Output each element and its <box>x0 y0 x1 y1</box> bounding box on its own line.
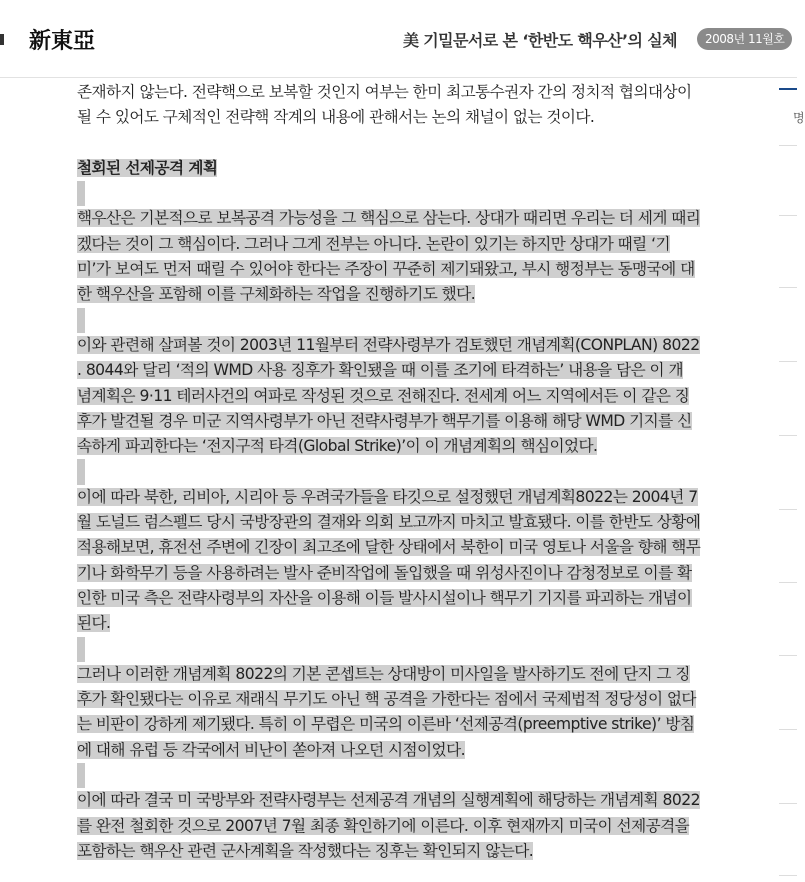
body-line: 될 수 있어도 구체적인 전략핵 작계의 내용에 관해서는 논의 채널이 없는 것이다. <box>77 108 595 127</box>
paragraph-gap <box>77 181 85 206</box>
logo-mark <box>0 34 4 45</box>
rail-divider <box>779 875 797 876</box>
body-line: 존재하지 않는다. 전략핵으로 보복할 것인지 여부는 한미 최고통수권자 간의 정치적 협의대상이 <box>77 83 692 101</box>
body-line: 이에 따라 북한, 리비아, 시리아 등 우려국가들을 타깃으로 설정했던 개념계획8022는 2004년 7 <box>77 487 698 506</box>
section-heading: 철회된 선제공격 계획 <box>77 158 218 177</box>
paragraph-gap <box>77 131 85 156</box>
rail-divider <box>779 729 797 730</box>
body-line: 미’가 보여도 먼저 때릴 수 있어야 한다는 주장이 꾸준히 제기돼왔고, 부시 행정부는 동맹국에 대 <box>77 260 695 279</box>
rail-divider <box>779 655 797 656</box>
body-line: 기나 화학무기 등을 사용하려는 발사 준비작업에 돌입했을 때 위성사진이나 감청정보로 이를 확 <box>77 563 692 582</box>
rail-divider <box>779 215 797 216</box>
rail-divider <box>779 509 797 510</box>
rail-label[interactable]: 명 <box>793 111 805 125</box>
body-line: 는 비판이 강하게 제기됐다. 특히 이 무렵은 미국의 이른바 ‘선제공격(preemptive strike)’ 방침 <box>77 715 695 734</box>
paragraph-gap <box>77 763 85 788</box>
body-line: 월 도널드 럼스펠드 당시 국방장관의 결재와 의회 보고까지 마치고 발효됐다. 이를 한반도 상황에 <box>77 513 701 532</box>
issue-badge[interactable]: 2008년 11월호 <box>697 28 792 50</box>
body-line: 그러나 이러한 개념계획 8022의 기본 콘셉트는 상대방이 미사일을 발사하기도 전에 단지 그 징 <box>77 664 690 683</box>
rail-accent-bar <box>779 88 797 90</box>
article-title: 美 기밀문서로 본 ‘한반도 핵우산’의 실체 <box>402 31 677 50</box>
site-header <box>0 0 797 78</box>
rail-divider <box>779 803 797 804</box>
body-line: 된다. <box>77 614 111 633</box>
rail-divider <box>779 287 797 288</box>
rail-divider <box>779 361 797 362</box>
body-line: 인한 미국 측은 전략사령부의 자산을 이용해 이들 발사시설이나 핵무기 기지를 파괴하는 개념이 <box>77 588 692 607</box>
paragraph-gap <box>77 308 85 333</box>
body-line: 를 완전 철회한 것으로 2007년 7월 최종 확인하기에 이른다. 이후 현재까지 미국이 선제공격을 <box>77 816 690 835</box>
rail-divider <box>779 582 797 583</box>
article-body <box>77 80 737 864</box>
paragraph-gap <box>77 459 85 484</box>
body-line: 속하게 파괴한다는 ‘전지구적 타격(Global Strike)’이 이 개념계획의 핵심이었다. <box>77 437 598 456</box>
side-rail <box>779 77 805 882</box>
body-line: 후가 확인됐다는 이유로 재래식 무기도 아닌 핵 공격을 가한다는 점에서 국제법적 정당성이 없다 <box>77 690 696 709</box>
paragraph-gap <box>77 637 85 662</box>
body-line: 념계획은 9·11 테러사건의 여파로 작성된 것으로 전해진다. 전세계 어느 지역에서든 이 같은 징 <box>77 386 690 405</box>
body-line: 이에 따라 결국 미 국방부와 전략사령부는 선제공격 개념의 실행계획에 해당하는 개념계획 8022 <box>77 791 700 810</box>
rail-divider <box>779 435 797 436</box>
body-line: 적용해보면, 휴전선 주변에 긴장이 최고조에 달한 상태에서 북한이 미국 영토나 서울을 향해 핵무 <box>77 538 701 557</box>
body-line: 포함하는 핵우산 관련 군사계획을 작성했다는 징후는 확인되지 않는다. <box>77 841 534 860</box>
body-line: 핵우산은 기본적으로 보복공격 가능성을 그 핵심으로 삼는다. 상대가 때리면 우리는 더 세게 때리 <box>77 209 701 228</box>
body-line: 한 핵우산을 포함해 이를 구체화하는 작업을 진행하기도 했다. <box>77 285 476 304</box>
body-line: 에 대해 유럽 등 각국에서 비난이 쏟아져 나오던 시점이었다. <box>77 740 465 759</box>
body-line: 이와 관련해 살펴볼 것이 2003년 11월부터 전략사령부가 검토했던 개념계획(CONPLAN) 8022 <box>77 335 700 354</box>
site-logo[interactable]: 新東亞 <box>29 28 96 54</box>
body-line: . 8044와 달리 ‘적의 WMD 사용 징후가 확인됐을 때 이를 조기에 타격하는’ 내용을 담은 이 개 <box>77 361 683 380</box>
rail-divider <box>779 145 797 146</box>
body-line: 후가 발견될 경우 미군 지역사령부가 아닌 전략사령부가 핵무기를 이용해 해당 WMD 기지를 신 <box>77 411 692 430</box>
body-line: 겠다는 것이 그 핵심이다. 그러나 그게 전부는 아니다. 논란이 있기는 하지만 상대가 때릴 ‘기 <box>77 234 670 253</box>
